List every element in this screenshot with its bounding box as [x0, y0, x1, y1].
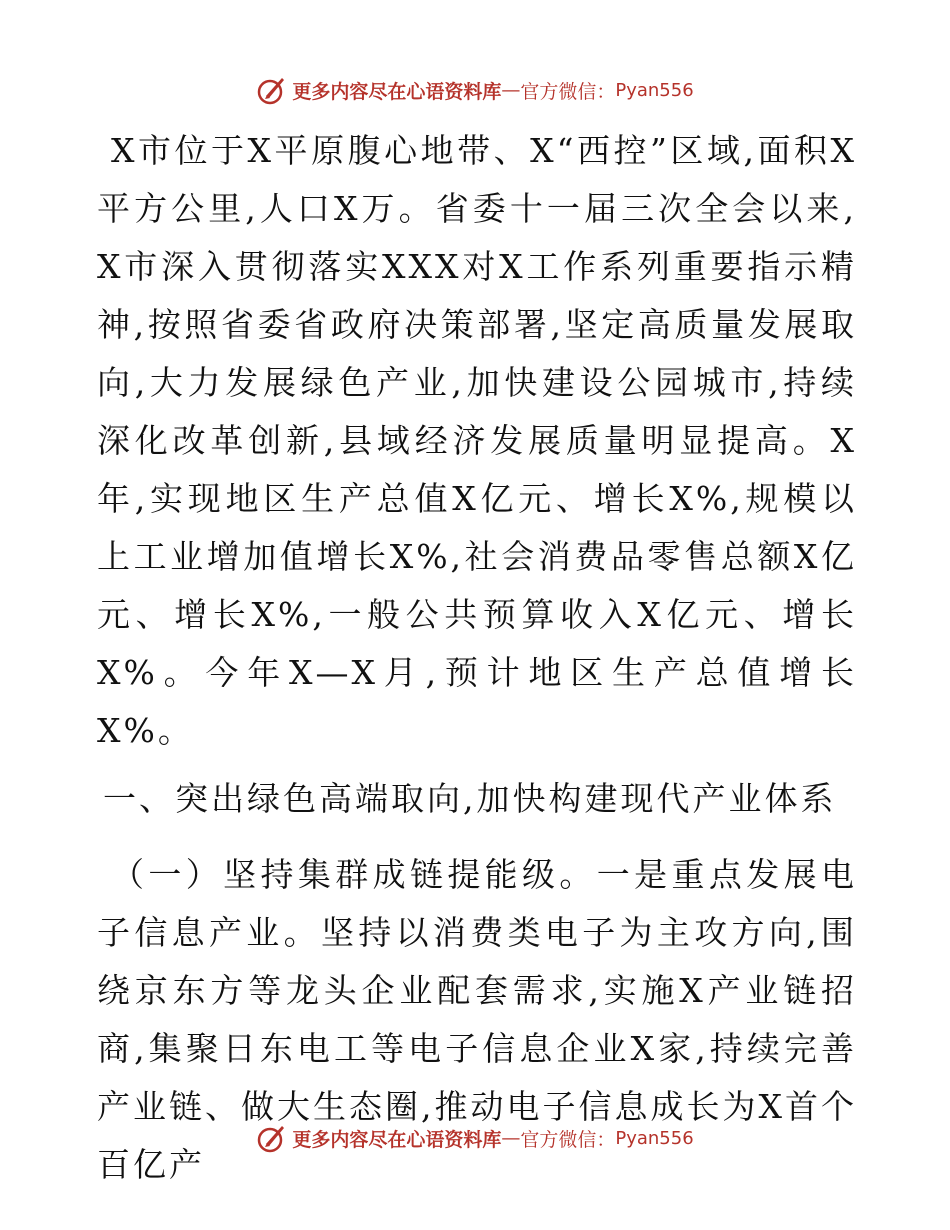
section-heading: 一、突出绿色高端取向,加快构建现代产业体系: [103, 779, 837, 818]
banner-dash: —: [501, 79, 521, 101]
header-banner: [0, 70, 950, 110]
document-body: [97, 122, 857, 1194]
quill-circle-icon: [256, 74, 288, 106]
banner-brand-text: 更多内容尽在心语资料库: [292, 80, 502, 103]
paragraph-intro: X市位于X平原腹心地带、X“西控”区域,面积X平方公里,人口X万。省委十一届三次全会以来,X市深入贯彻落实XXX对X工作系列重要指示精神,按照省委省政府决策部署,坚定高质量发展取向,大力发展绿色产业,加快建设公园城市,持续深化改革创新,县域经济发展质量明显提高。X年,实现地区生产总值X亿元、增长X%,规模以上工业增加值增长X%,社会消费品零售总额X亿元、增长X%,一般公共预算收入X亿元、增长X%。今年X—X月,预计地区生产总值增长X%。: [97, 131, 857, 750]
banner-contact-handle: Pyan556: [615, 79, 694, 101]
banner-contact-handle: Pyan556: [615, 1127, 694, 1149]
quill-circle-icon: [256, 1122, 288, 1154]
paragraph-cluster: （一）坚持集群成链提能级。一是重点发展电子信息产业。坚持以消费类电子为主攻方向,围绕京东方等龙头企业配套需求,实施X产业链招商,集聚日东电工等电子信息企业X家,持续完善产业链、做大生态圈,推动电子信息成长为X首个百亿产: [97, 855, 857, 1184]
banner-contact-label: 官方微信：: [520, 80, 616, 103]
banner-dash: —: [501, 1127, 521, 1149]
banner-brand-text: 更多内容尽在心语资料库: [292, 1128, 502, 1151]
banner-contact-label: 官方微信：: [520, 1128, 616, 1151]
footer-banner: [0, 1118, 950, 1158]
